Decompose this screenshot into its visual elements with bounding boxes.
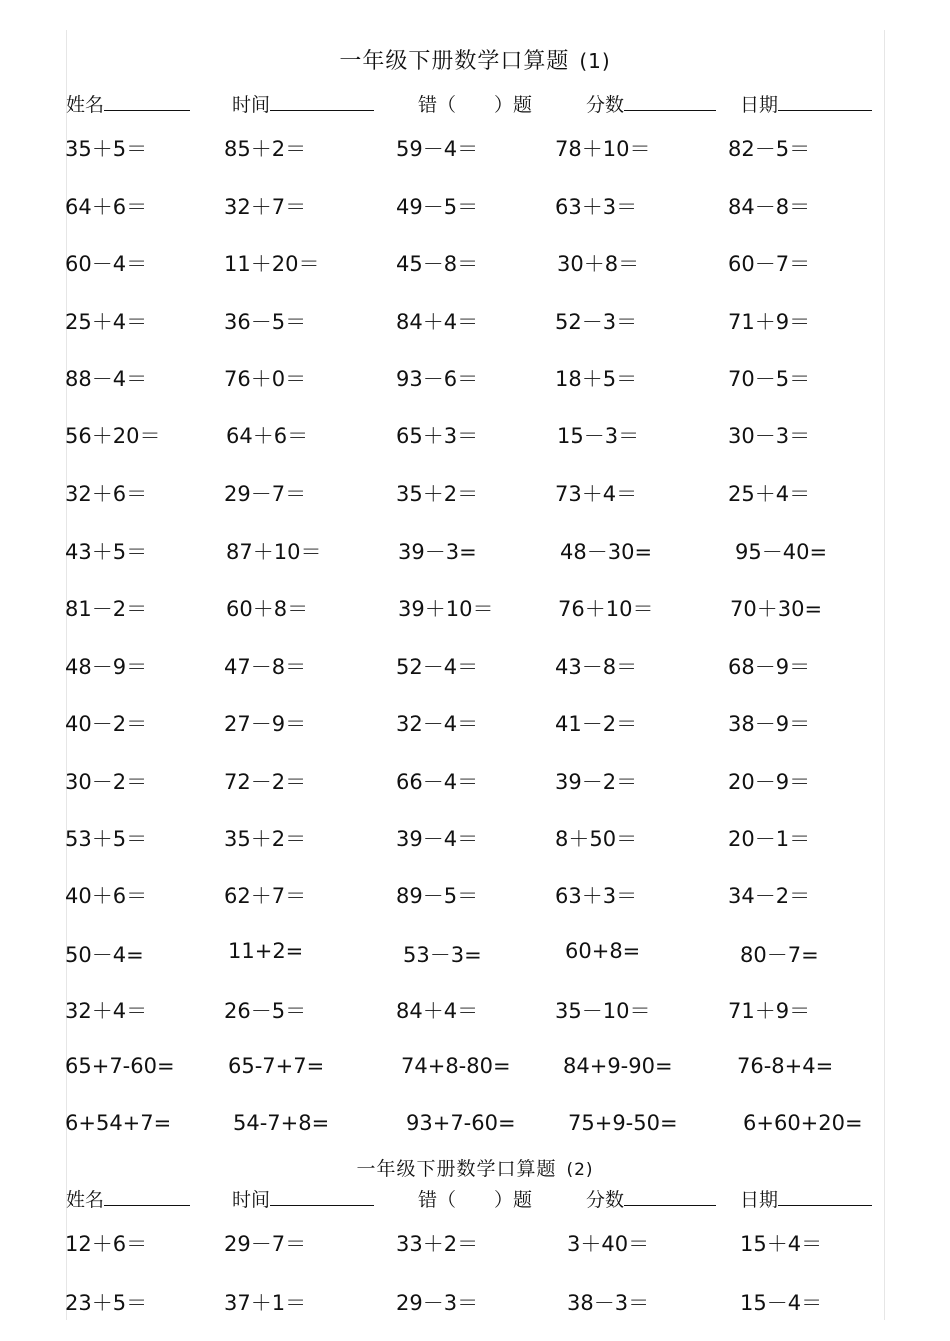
problem: 32＋4＝: [65, 999, 148, 1023]
sheet2-time-field: [232, 1185, 374, 1212]
score-label: 分数: [586, 94, 625, 116]
problem: 32－4＝: [396, 712, 479, 736]
problem: 84－8＝: [728, 195, 811, 219]
problem: 78＋10＝: [555, 137, 651, 161]
problem: 35＋5＝: [65, 137, 148, 161]
time-label: 时间: [232, 1189, 271, 1211]
problem: 85＋2＝: [224, 137, 307, 161]
time-blank[interactable]: [270, 92, 374, 111]
problem: 32＋6＝: [65, 482, 148, 506]
problem: 11+2=: [228, 939, 304, 963]
problem: 84＋4＝: [396, 999, 479, 1023]
problem: 39－4＝: [396, 827, 479, 851]
problem: 33＋2＝: [396, 1232, 479, 1256]
problem: 30＋8＝: [557, 252, 640, 276]
name-label: 姓名: [66, 94, 105, 116]
page-border-right: [884, 30, 885, 1320]
problem: 40－2＝: [65, 712, 148, 736]
score-label: 分数: [586, 1189, 625, 1211]
problem: 71＋9＝: [728, 310, 811, 334]
sheet1-name-field: [66, 90, 190, 117]
sheet1-time-field: [232, 90, 374, 117]
problem: 45－8＝: [396, 252, 479, 276]
problem: 35＋2＝: [224, 827, 307, 851]
problem: 6+54+7=: [65, 1111, 172, 1135]
problem: 65+7-60=: [65, 1054, 175, 1078]
problem: 30－3＝: [728, 424, 811, 448]
problem: 15－4＝: [740, 1291, 823, 1315]
problem: 48－30=: [560, 540, 653, 564]
problem: 23＋5＝: [65, 1291, 148, 1315]
problem: 29－3＝: [396, 1291, 479, 1315]
sheet1-date-field: [740, 90, 872, 117]
problem: 29－7＝: [224, 482, 307, 506]
problem: 29－7＝: [224, 1232, 307, 1256]
problem: 93+7-60=: [406, 1111, 516, 1135]
date-label: 日期: [740, 1189, 779, 1211]
problem: 36－5＝: [224, 310, 307, 334]
problem: 87＋10＝: [226, 540, 322, 564]
sheet2-title: [0, 1154, 950, 1181]
problem: 35－10＝: [555, 999, 651, 1023]
name-label: 姓名: [66, 1189, 105, 1211]
problem: 59－4＝: [396, 137, 479, 161]
problem: 65-7+7=: [228, 1054, 325, 1078]
problem: 27－9＝: [224, 712, 307, 736]
problem: 84＋4＝: [396, 310, 479, 334]
problem: 38－9＝: [728, 712, 811, 736]
sheet2-title-text: 一年级下册数学口算题: [356, 1158, 557, 1180]
problem: 37＋1＝: [224, 1291, 307, 1315]
problem: 47－8＝: [224, 655, 307, 679]
problem: 60＋8＝: [226, 597, 309, 621]
problem: 30－2＝: [65, 770, 148, 794]
date-blank[interactable]: [778, 92, 872, 111]
problem: 60+8=: [565, 939, 641, 963]
problem: 8＋50＝: [555, 827, 638, 851]
problem: 74+8-80=: [401, 1054, 511, 1078]
problem: 89－5＝: [396, 884, 479, 908]
problem: 25＋4＝: [728, 482, 811, 506]
problem: 25＋4＝: [65, 310, 148, 334]
problem: 82－5＝: [728, 137, 811, 161]
problem: 3＋40＝: [567, 1232, 650, 1256]
score-blank[interactable]: [624, 1187, 716, 1206]
problem: 38－3＝: [567, 1291, 650, 1315]
problem: 41－2＝: [555, 712, 638, 736]
problem: 76＋0＝: [224, 367, 307, 391]
name-blank[interactable]: [104, 1187, 190, 1206]
problem: 72－2＝: [224, 770, 307, 794]
problem: 43＋5＝: [65, 540, 148, 564]
problem: 80－7=: [740, 943, 819, 967]
problem: 68－9＝: [728, 655, 811, 679]
problem: 75+9-50=: [568, 1111, 678, 1135]
problem: 56＋20＝: [65, 424, 161, 448]
problem: 64＋6＝: [226, 424, 309, 448]
time-label: 时间: [232, 94, 271, 116]
problem: 52－4＝: [396, 655, 479, 679]
problem: 73＋4＝: [555, 482, 638, 506]
problem: 40＋6＝: [65, 884, 148, 908]
problem: 62＋7＝: [224, 884, 307, 908]
problem: 52－3＝: [555, 310, 638, 334]
name-blank[interactable]: [104, 92, 190, 111]
problem: 15－3＝: [557, 424, 640, 448]
problem: 76-8+4=: [737, 1054, 834, 1078]
problem: 39－2＝: [555, 770, 638, 794]
sheet1-title: [0, 44, 950, 75]
problem: 26－5＝: [224, 999, 307, 1023]
problem: 65＋3＝: [396, 424, 479, 448]
problem: 76＋10＝: [558, 597, 654, 621]
problem: 39－3=: [398, 540, 477, 564]
problem: 63＋3＝: [555, 884, 638, 908]
problem: 35＋2＝: [396, 482, 479, 506]
problem: 81－2＝: [65, 597, 148, 621]
problem: 11＋20＝: [224, 252, 320, 276]
sheet2-date-field: [740, 1185, 872, 1212]
problem: 88－4＝: [65, 367, 148, 391]
problem: 53＋5＝: [65, 827, 148, 851]
problem: 48－9＝: [65, 655, 148, 679]
problem: 43－8＝: [555, 655, 638, 679]
sheet1-wrong-count: 错（ ）题: [418, 94, 533, 116]
problem: 34－2＝: [728, 884, 811, 908]
sheet2-title-number: (2): [566, 1160, 594, 1180]
time-blank[interactable]: [270, 1187, 374, 1206]
problem: 60－4＝: [65, 252, 148, 276]
date-blank[interactable]: [778, 1187, 872, 1206]
problem: 93－6＝: [396, 367, 479, 391]
problem: 20－9＝: [728, 770, 811, 794]
sheet1-score-field: [586, 90, 716, 117]
sheet2-wrong-count: 错（ ）题: [418, 1189, 533, 1211]
problem: 20－1＝: [728, 827, 811, 851]
problem: 49－5＝: [396, 195, 479, 219]
sheet2-score-field: [586, 1185, 716, 1212]
problem: 54-7+8=: [233, 1111, 330, 1135]
problem: 12＋6＝: [65, 1232, 148, 1256]
problem: 70＋30=: [730, 597, 823, 621]
problem: 70－5＝: [728, 367, 811, 391]
sheet2-name-field: [66, 1185, 190, 1212]
problem: 60－7＝: [728, 252, 811, 276]
problem: 84+9-90=: [563, 1054, 673, 1078]
problem: 18＋5＝: [555, 367, 638, 391]
problem: 32＋7＝: [224, 195, 307, 219]
sheet1-title-number: (1): [579, 49, 611, 73]
sheet1-title-text: 一年级下册数学口算题: [339, 49, 570, 74]
problem: 63＋3＝: [555, 195, 638, 219]
problem: 71＋9＝: [728, 999, 811, 1023]
problem: 39＋10＝: [398, 597, 494, 621]
problem: 64＋6＝: [65, 195, 148, 219]
problem: 53－3=: [403, 943, 482, 967]
problem: 66－4＝: [396, 770, 479, 794]
date-label: 日期: [740, 94, 779, 116]
problem: 50－4=: [65, 943, 144, 967]
problem: 15＋4＝: [740, 1232, 823, 1256]
problem: 6+60+20=: [743, 1111, 863, 1135]
problem: 95－40=: [735, 540, 828, 564]
score-blank[interactable]: [624, 92, 716, 111]
